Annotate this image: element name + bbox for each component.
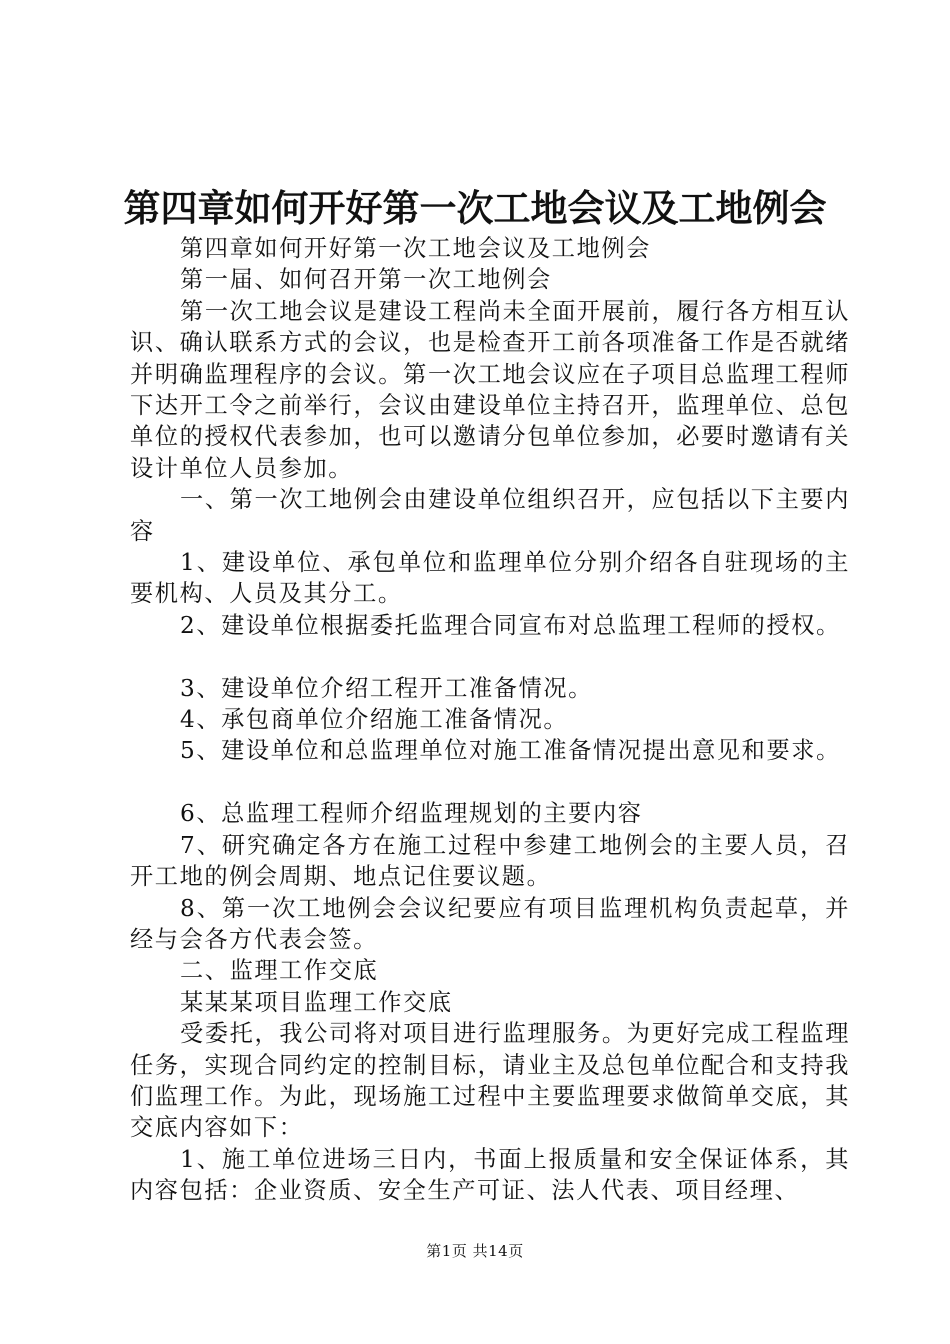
paragraph-section-one: 一、第一次工地例会由建设单位组织召开，应包括以下主要内容 <box>130 486 850 545</box>
list-item-1: 1、建设单位、承包单位和监理单位分别介绍各自驻现场的主要机构、人员及其分工。 <box>130 549 850 608</box>
list-item-3: 3、建设单位介绍工程开工准备情况。 <box>180 674 593 702</box>
paragraph-heading-repeat: 第四章如何开好第一次工地会议及工地例会 <box>180 235 651 262</box>
list-item-2: 2、建设单位根据委托监理合同宣布对总监理工程师的授权。 <box>180 611 841 639</box>
paragraph-delegation: 受委托，我公司将对项目进行监理服务。为更好完成工程监理任务，实现合同约定的控制目标，请业主及总包单位配合和支持我们监理工作。为此，现场施工过程中主要监理要求做简单交底，其交底内容如下： <box>130 1020 850 1142</box>
document-body <box>130 233 850 1207</box>
paragraph-section-title: 第一届、如何召开第一次工地例会 <box>180 266 552 294</box>
page-number-footer: 第1页 共14页 <box>426 1242 524 1260</box>
list-item-6: 6、总监理工程师介绍监理规划的主要内容 <box>180 800 643 828</box>
document-title: 第四章如何开好第一次工地会议及工地例会 <box>123 187 827 230</box>
list-item-7: 7、研究确定各方在施工过程中参建工地例会的主要人员，召开工地的例会周期、地点记住要议题。 <box>130 831 850 891</box>
paragraph-requirement-1: 1、施工单位进场三日内，书面上报质量和安全保证体系，其内容包括：企业资质、安全生产可证、法人代表、项目经理、 <box>130 1145 850 1205</box>
paragraph-intro: 第一次工地会议是建设工程尚未全面开展前，履行各方相互认识、确认联系方式的会议，也是检查开工前各项准备工作是否就绪并明确监理程序的会议。第一次工地会议应在子项目总监理工程师下达开工令之前举行，会议由建设单位主持召开，监理单位、总包单位的授权代表参加，也可以邀请分包单位参加，必要时邀请有关设计单位人员参加。 <box>130 297 850 482</box>
list-item-5: 5、建设单位和总监理单位对施工准备情况提出意见和要求。 <box>180 737 841 765</box>
list-item-4: 4、承包商单位介绍施工准备情况。 <box>180 706 569 734</box>
paragraph-section-two: 二、监理工作交底 <box>180 957 379 985</box>
paragraph-subtitle: 某某某项目监理工作交底 <box>180 988 453 1016</box>
list-item-8: 8、第一次工地例会会议纪要应有项目监理机构负责起草，并经与会各方代表会签。 <box>130 894 850 953</box>
